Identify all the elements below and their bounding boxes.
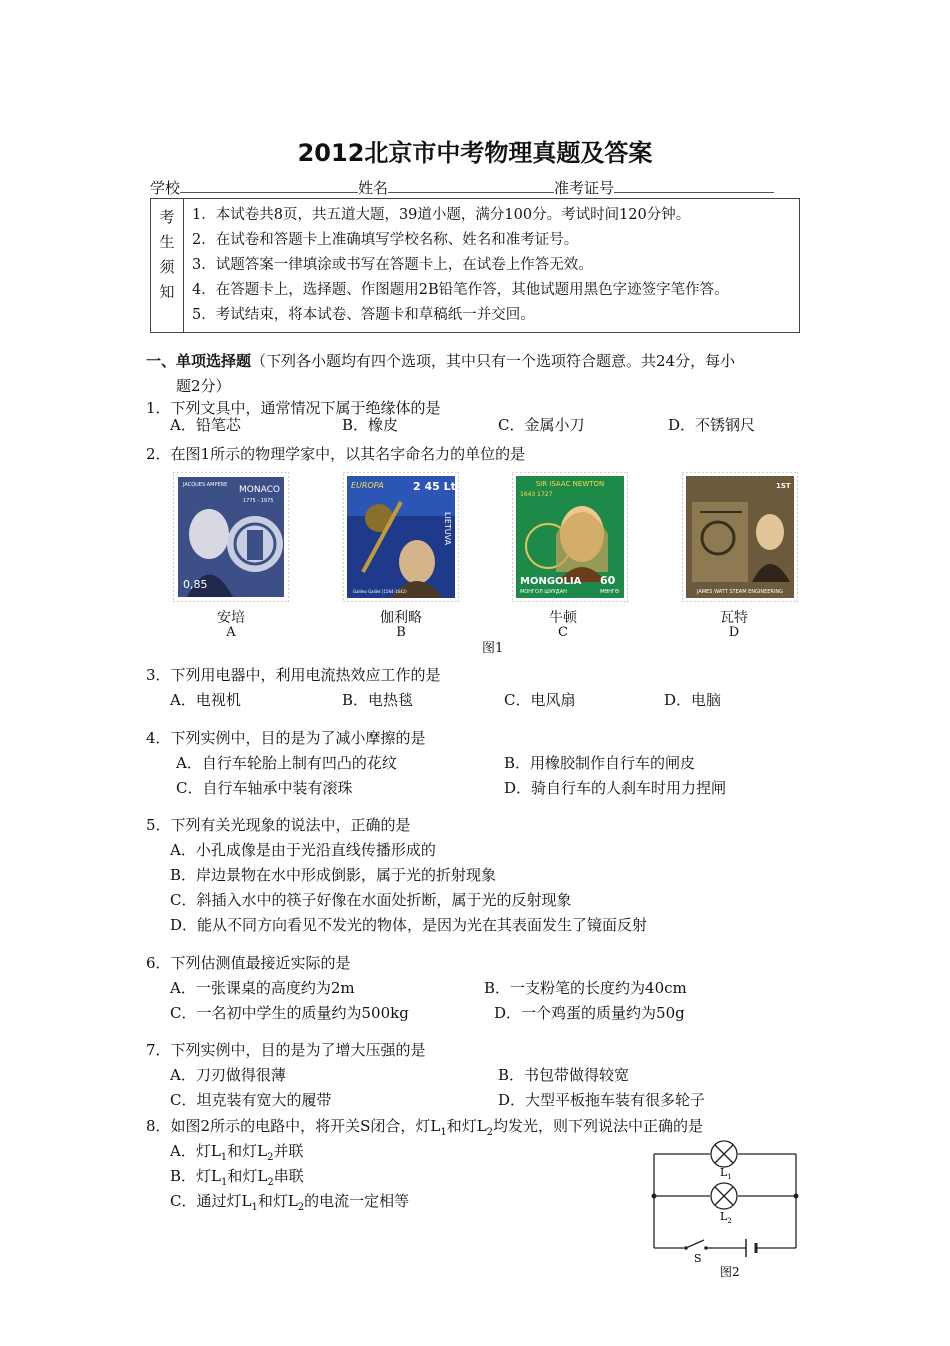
q7-stem: 7．下列实例中，目的是为了增大压强的是	[146, 1041, 426, 1059]
stamp-d-text2: JAMES WATT STEAM ENGINEERING	[697, 589, 783, 595]
stamp-d-letter: D	[728, 625, 740, 640]
stamp-a-name: 安培	[217, 610, 245, 626]
stamp-c-text3: MONGOLIA	[520, 576, 582, 587]
q7-option-d: D．大型平板拖车装有很多轮子	[498, 1091, 706, 1109]
q7-option-a: A．刀刃做得很薄	[170, 1066, 286, 1084]
q4-option-c: C．自行车轴承中装有滚珠	[176, 779, 353, 797]
exam-no-label: 准考证号	[554, 179, 615, 197]
stamp-d-name: 瓦特	[720, 610, 748, 626]
school-label: 学校	[150, 179, 181, 197]
battery-icon	[746, 1239, 756, 1257]
name-label: 姓名	[358, 179, 389, 197]
q1-option-c: C．金属小刀	[498, 416, 585, 434]
section-desc-cont: 题2分）	[176, 377, 231, 395]
lamp-l1-icon	[711, 1141, 737, 1167]
stamp-c-name: 牛顿	[549, 610, 577, 626]
q8-stem: 8．如图2所示的电路中，将开关S闭合，灯$L_1$和灯$L_2$均发光，则下列说法中正确的是	[146, 1117, 704, 1138]
q4-stem: 4．下列实例中，目的是为了减小摩擦的是	[146, 729, 426, 747]
section-heading: 一、单项选择题（下列各小题均有四个选项，其中只有一个选项符合题意。共24分，每小	[146, 352, 736, 370]
q5-stem: 5．下列有关光现象的说法中，正确的是	[146, 816, 411, 834]
q3-stem: 3．下列用电器中，利用电流热效应工作的是	[146, 666, 441, 684]
q6-option-a: A．一张课桌的高度约为2m	[170, 979, 355, 997]
q5-option-a: A．小孔成像是由于光沿直线传播形成的	[170, 841, 436, 859]
q6-stem: 6．下列估测值最接近实际的是	[146, 954, 351, 972]
stamp-c-value: 60	[600, 574, 616, 587]
junction-right	[794, 1194, 799, 1199]
info-fields	[150, 176, 774, 198]
stamp-ampere	[173, 472, 289, 602]
q3-option-c: C．电风扇	[504, 691, 576, 709]
q5-option-c: C．斜插入水中的筷子好像在水面处折断，属于光的反射现象	[170, 891, 572, 909]
exam-no-blank[interactable]	[614, 176, 774, 193]
notice-item: 4．在答题卡上，选择题、作图题用2B铅笔作答，其他试题用黑色字迹签字笔作答。	[192, 282, 729, 298]
q1-option-b: B．橡皮	[342, 416, 399, 434]
q4-option-d: D．骑自行车的人刹车时用力捏闸	[504, 779, 727, 797]
exam-notice-box	[150, 198, 800, 333]
stamp-galileo	[343, 472, 459, 602]
circuit-diagram	[640, 1140, 810, 1280]
stamp-a-letter: A	[226, 625, 236, 640]
stamp-watt	[682, 472, 798, 602]
stamp-a-text2: MONACO	[239, 485, 280, 495]
q1-stem: 1．下列文具中，通常情况下属于绝缘体的是	[146, 399, 441, 417]
q8-option-c: C．通过灯$L_1$和灯$L_2$的电流一定相等	[170, 1192, 410, 1213]
q3-option-d: D．电脑	[664, 691, 722, 709]
q7-option-b: B．书包带做得较宽	[498, 1066, 630, 1084]
q8-option-a: A．灯$L_1$和灯$L_2$并联	[170, 1142, 304, 1163]
page-title: 2012北京市中考物理真题及答案	[297, 139, 653, 167]
q5-option-b: B．岸边景物在水中形成倒影，属于光的折射现象	[170, 866, 497, 884]
q2-stem: 2．在图1所示的物理学家中，以其名字命名力的单位的是	[146, 445, 526, 463]
stamp-c-text5: МӨНГӨ	[600, 589, 619, 595]
notice-label: 考 生 须 知	[151, 199, 184, 333]
stamp-d-text1: 1ST	[776, 482, 791, 490]
stamp-c-text1: SIR ISAAC NEWTON	[535, 480, 605, 488]
stamp-a-text1: JACQUES AMPERE	[183, 482, 228, 488]
switch-label: S	[694, 1252, 702, 1265]
q1-option-a: A．铅笔芯	[170, 416, 241, 434]
lamp-l1-label: $L_1$	[720, 1166, 732, 1181]
notice-item: 5．考试结束，将本试卷、答题卡和草稿纸一并交回。	[192, 307, 535, 323]
q5-option-d: D．能从不同方向看见不发光的物体，是因为光在其表面发生了镜面反射	[170, 916, 648, 934]
q1-option-d: D．不锈钢尺	[668, 416, 756, 434]
q7-option-c: C．坦克装有宽大的履带	[170, 1091, 332, 1109]
stamp-b-text2: 2 45 Lt	[413, 480, 456, 493]
lamp-l2-icon	[711, 1183, 737, 1209]
q8-option-b: B．灯$L_1$和灯$L_2$串联	[170, 1167, 304, 1188]
stamp-a-value: 0,85	[183, 578, 208, 591]
stamp-b-name: 伽利略	[380, 610, 422, 626]
figure1-caption: 图1	[482, 641, 504, 656]
switch-icon	[684, 1240, 708, 1250]
notice-item: 3．试题答案一律填涂或书写在答题卡上，在试卷上作答无效。	[192, 257, 593, 273]
stamp-b-letter: B	[396, 625, 406, 640]
stamp-b-text3: LIETUVA	[443, 512, 452, 546]
q6-option-b: B．一支粉笔的长度约为40cm	[484, 979, 687, 997]
stamp-a-text3: 1775 - 1975	[243, 498, 274, 504]
notice-item: 1．本试卷共8页，共五道大题，39道小题，满分100分。考试时间120分钟。	[192, 207, 691, 223]
lamp-l2-label: $L_2$	[720, 1210, 732, 1225]
stamp-newton	[512, 472, 628, 602]
notice-item: 2．在试卷和答题卡上准确填写学校名称、姓名和准考证号。	[192, 232, 579, 248]
stamp-c-text2: 1643 1727	[520, 491, 553, 498]
q6-option-d: D．一个鸡蛋的质量约为50g	[494, 1004, 685, 1022]
q6-option-c: C．一名初中学生的质量约为500kg	[170, 1004, 409, 1022]
stamp-c-letter: C	[558, 625, 568, 640]
stamp-b-value: Galileo Galilei (1564-1642)	[353, 589, 407, 594]
junction-left	[652, 1194, 657, 1199]
q4-option-b: B．用橡胶制作自行车的闸皮	[504, 754, 696, 772]
stamp-b-text1: EUROPA	[351, 481, 384, 490]
q4-option-a: A．自行车轮胎上制有凹凸的花纹	[176, 754, 397, 772]
name-blank[interactable]	[388, 176, 554, 193]
stamp-c-text4: МОНГОЛ ШУУДАН	[520, 589, 567, 595]
figure2-caption: 图2	[720, 1265, 740, 1279]
q3-option-a: A．电视机	[170, 691, 241, 709]
q3-option-b: B．电热毯	[342, 691, 414, 709]
notice-items	[184, 199, 800, 333]
school-blank[interactable]	[180, 176, 358, 193]
